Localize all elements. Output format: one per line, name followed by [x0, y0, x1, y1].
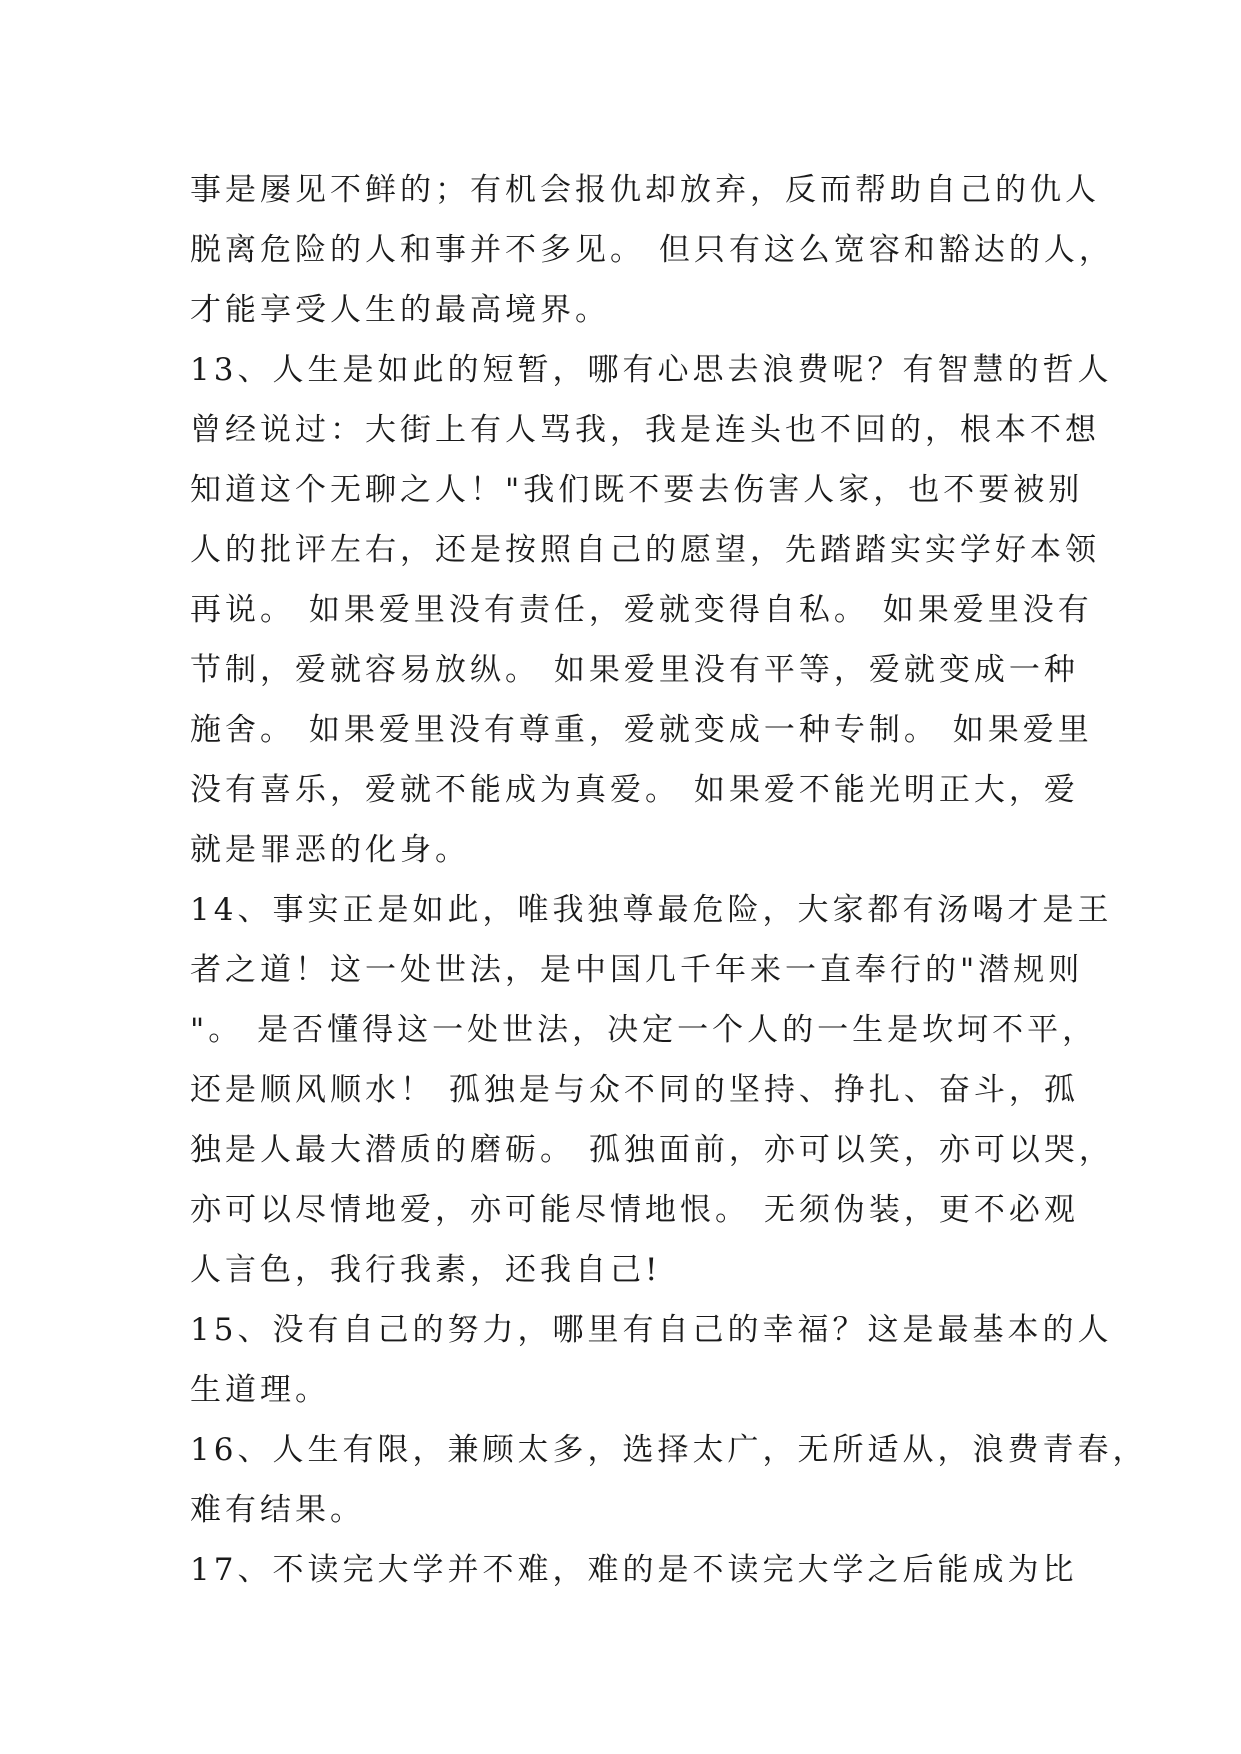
paragraph-13-start: 13、人生是如此的短暂，哪有心思去浪费呢？有智慧的哲人 — [190, 352, 1113, 388]
text-line: 难有结果。 — [190, 1492, 365, 1528]
paragraph-14-start: 14、事实正是如此，唯我独尊最危险，大家都有汤喝才是王 — [190, 892, 1113, 928]
body-text — [190, 160, 1148, 1600]
text-line: 没有喜乐，爱就不能成为真爱。 如果爱不能光明正大，爱 — [190, 772, 1079, 808]
text-line: 人言色，我行我素，还我自己! — [190, 1252, 662, 1288]
text-line: 节制，爱就容易放纵。 如果爱里没有平等，爱就变成一种 — [190, 652, 1079, 688]
text-line: 生道理。 — [190, 1372, 330, 1408]
text-line: 亦可以尽情地爱，亦可能尽情地恨。 无须伪装，更不必观 — [190, 1192, 1079, 1228]
text-line: 脱离危险的人和事并不多见。 但只有这么宽容和豁达的人， — [190, 232, 1114, 268]
text-line: 独是人最大潜质的磨砺。 孤独面前，亦可以笑，亦可以哭， — [190, 1132, 1114, 1168]
paragraph-16-start: 16、人生有限，兼顾太多，选择太广，无所适从，浪费青春， — [190, 1432, 1148, 1468]
paragraph-17-start: 17、不读完大学并不难，难的是不读完大学之后能成为比 — [190, 1552, 1078, 1588]
text-line: 再说。 如果爱里没有责任，爱就变得自私。 如果爱里没有 — [190, 592, 1093, 628]
text-line: 才能享受人生的最高境界。 — [190, 292, 610, 328]
text-line: 者之道！这一处世法，是中国几千年来一直奉行的"潜规则 — [190, 952, 1084, 988]
text-line: "。 是否懂得这一处世法，决定一个人的一生是坎坷不平， — [190, 1012, 1098, 1048]
paragraph-15-start: 15、没有自己的努力，哪里有自己的幸福？这是最基本的人 — [190, 1312, 1113, 1348]
text-line: 人的批评左右，还是按照自己的愿望，先踏踏实实学好本领 — [190, 532, 1100, 568]
text-line: 曾经说过：大街上有人骂我，我是连头也不回的，根本不想 — [190, 412, 1100, 448]
text-line: 施舍。 如果爱里没有尊重，爱就变成一种专制。 如果爱里 — [190, 712, 1093, 748]
text-line: 就是罪恶的化身。 — [190, 832, 470, 868]
text-line: 事是屡见不鲜的；有机会报仇却放弃，反而帮助自己的仇人 — [190, 172, 1100, 208]
text-line: 还是顺风顺水！ 孤独是与众不同的坚持、挣扎、奋斗，孤 — [190, 1072, 1079, 1108]
text-line: 知道这个无聊之人！"我们既不要去伤害人家，也不要被别 — [190, 472, 1084, 508]
